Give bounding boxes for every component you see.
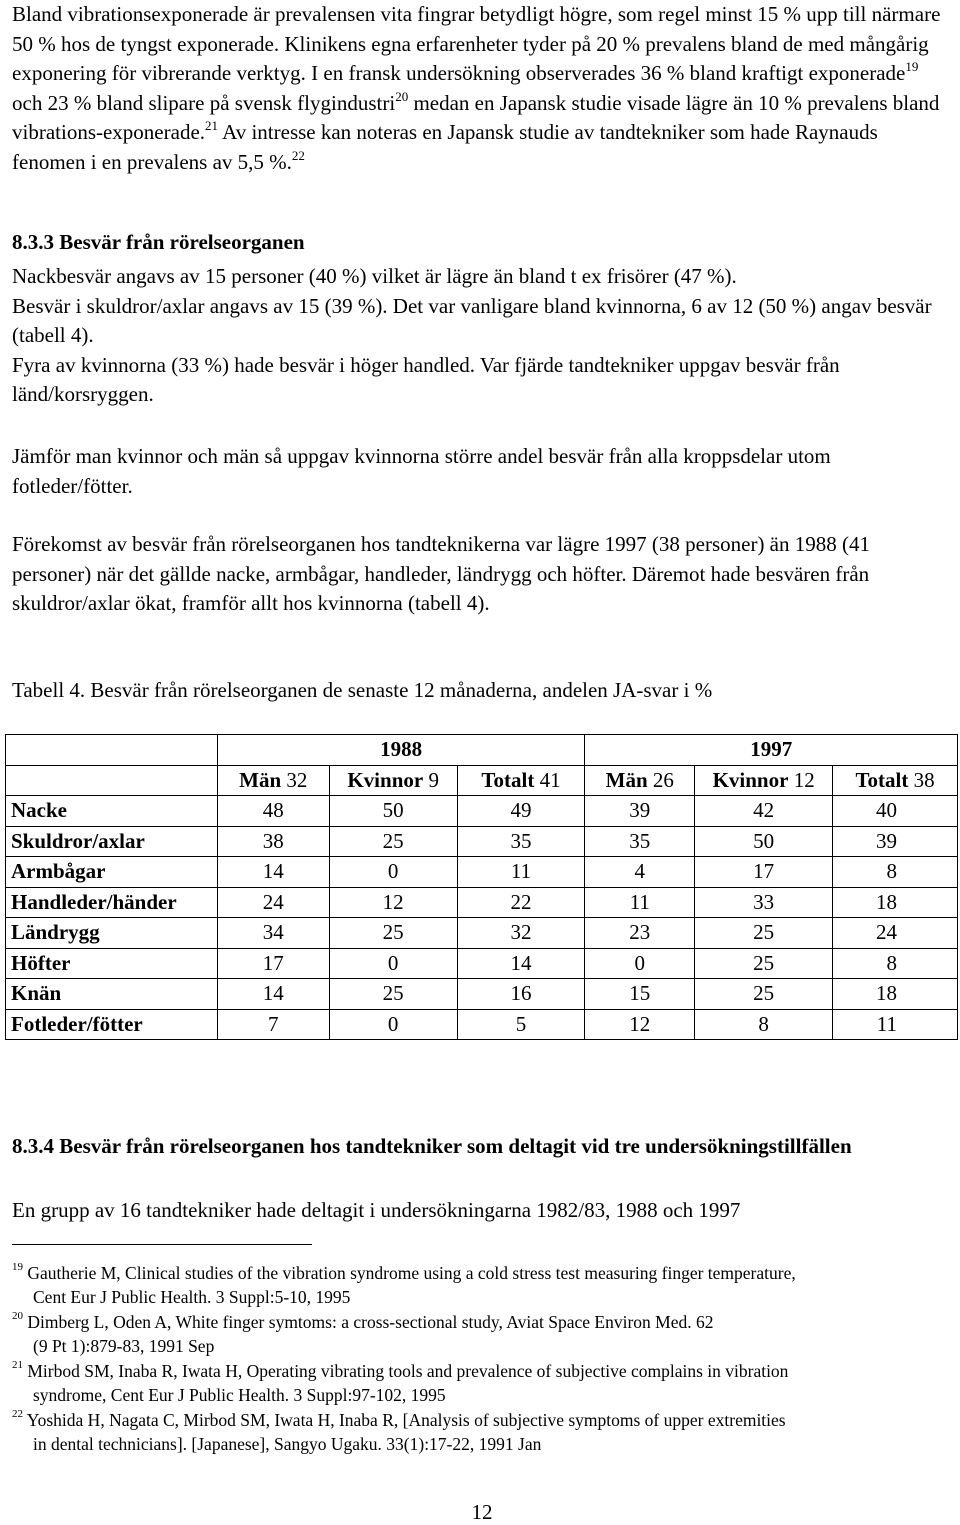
- table-cell: 8: [833, 948, 958, 979]
- row-label: Handleder/händer: [6, 887, 218, 918]
- table-cell: 18: [833, 887, 958, 918]
- table-cell: 50: [695, 826, 833, 857]
- table-cell: 0: [329, 857, 457, 888]
- footnote-number: 21: [12, 1359, 23, 1371]
- table-cell: 8: [833, 857, 958, 888]
- table-cell: 18: [833, 979, 958, 1010]
- section-heading-8-3-3: 8.3.3 Besvär från rörelseorganen: [12, 230, 305, 254]
- footnote-text: Mirbod SM, Inaba R, Iwata H, Operating vibrating tools and prevalence of subjective complains in vibration: [27, 1360, 789, 1381]
- table-cell: 42: [695, 796, 833, 827]
- table-cell: 35: [585, 826, 695, 857]
- table-cell: 24: [833, 918, 958, 949]
- table-cell: 7: [217, 1009, 329, 1040]
- table-cell: 23: [585, 918, 695, 949]
- table-cell: 50: [329, 796, 457, 827]
- table-cell: 22: [457, 887, 585, 918]
- table-cell: 48: [217, 796, 329, 827]
- para1-text-2: och 23 % bland slipare på svensk flygindustri: [12, 90, 396, 115]
- table-row: [6, 1009, 958, 1040]
- table-cell: 17: [217, 948, 329, 979]
- section-heading-8-3-4: 8.3.4 Besvär från rörelseorganen hos tandtekniker som deltagit vid tre undersökningstillfällen: [12, 1134, 852, 1158]
- page-number: 12: [471, 1500, 493, 1524]
- table-caption: Tabell 4. Besvär från rörelseorganen de senaste 12 månaderna, andelen JA-svar i %: [12, 678, 713, 702]
- footnote-text-continued: syndrome, Cent Eur J Public Health. 3 Suppl:97-102, 1995: [33, 1385, 446, 1406]
- table-cell: 33: [695, 887, 833, 918]
- paragraph-line-shoulders: Besvär i skuldror/axlar angavs av 15 (39 %). Det var vanligare bland kvinnorna, 6 av 12 (50 %) angav besvär (tabell 4).: [12, 293, 932, 347]
- footnote-text: Gautherie M, Clinical studies of the vibration syndrome using a cold stress test measuring finger temperature,: [27, 1262, 796, 1283]
- table-cell: 5: [457, 1009, 585, 1040]
- sub-header-label: Totalt: [481, 767, 535, 792]
- row-label: Knän: [6, 979, 218, 1010]
- table-cell: 17: [695, 857, 833, 888]
- table-cell: 25: [695, 979, 833, 1010]
- paragraph-line-wrist: Fyra av kvinnorna (33 %) hade besvär i höger handled. Var fjärde tandtekniker uppgav besvär från länd/korsryggen.: [12, 352, 840, 406]
- table-cell: 39: [585, 796, 695, 827]
- para1-text-4: Av intresse kan noteras en Japansk studie av tandtekniker som hade Raynauds fenomen i en prevalens av 5,5 %.: [12, 120, 878, 174]
- row-label: Höfter: [6, 948, 218, 979]
- footnote-19: [12, 1257, 952, 1310]
- sub-header-label: Kvinnor: [347, 767, 424, 792]
- sub-header-kvinnor-1988: [329, 765, 457, 796]
- table-cell: 25: [695, 948, 833, 979]
- footnote-text-continued: Cent Eur J Public Health. 3 Suppl:5-10, 1995: [33, 1287, 351, 1308]
- table-cell: 35: [457, 826, 585, 857]
- sub-header-label: Totalt: [855, 767, 909, 792]
- group-header-1997: 1997: [585, 735, 958, 766]
- footnote-divider: [12, 1244, 312, 1245]
- table-cell: 14: [217, 857, 329, 888]
- table-cell: 39: [833, 826, 958, 857]
- table-cell: 32: [457, 918, 585, 949]
- sub-header-totalt-1988: [457, 765, 585, 796]
- row-label: Armbågar: [6, 857, 218, 888]
- sub-header-count: 9: [423, 767, 439, 792]
- table-cell: 8: [695, 1009, 833, 1040]
- table-cell: 34: [217, 918, 329, 949]
- table-row: [6, 857, 958, 888]
- table-cell: 49: [457, 796, 585, 827]
- complaints-table: [5, 734, 958, 1040]
- table-cell: 11: [833, 1009, 958, 1040]
- table-cell: 11: [457, 857, 585, 888]
- sub-header-label: Män: [605, 767, 648, 792]
- footnote-22: [12, 1404, 952, 1457]
- table-row: [6, 826, 958, 857]
- footnote-ref-21[interactable]: 21: [205, 118, 219, 133]
- table-cell: 0: [329, 948, 457, 979]
- sub-header-man-1988: [217, 765, 329, 796]
- table-cell: 24: [217, 887, 329, 918]
- footnote-20: [12, 1306, 952, 1359]
- table-row: [6, 979, 958, 1010]
- footnote-text: Yoshida H, Nagata C, Mirbod SM, Iwata H, Inaba R, [Analysis of subjective symptoms of upper extremities: [26, 1409, 786, 1430]
- table-group-header-row: [6, 735, 958, 766]
- table-cell: 0: [585, 948, 695, 979]
- table-cell: 25: [695, 918, 833, 949]
- para1-text-1: Bland vibrationsexponerade är prevalensen vita fingrar betydligt högre, som regel minst 15 % upp till närmare 50 % hos de tyngst exponerade. Klinikens egna erfarenheter tyder på 20 % prevalens bland de med mångårig exponering för vibrerande verktyg. I en fransk undersökning observerades 36 % bland kraftigt exponerade: [12, 2, 941, 85]
- footnote-text: Dimberg L, Oden A, White finger symtoms: a cross-sectional study, Aviat Space Environ Med. 62: [27, 1311, 714, 1332]
- table-cell: 12: [329, 887, 457, 918]
- footnote-ref-20[interactable]: 20: [395, 88, 409, 104]
- paragraph-line-neck: Nackbesvär angavs av 15 personer (40 %) vilket är lägre än bland t ex frisörer (47 %).: [12, 264, 737, 288]
- table-cell: 15: [585, 979, 695, 1010]
- table-cell: 40: [833, 796, 958, 827]
- sub-header-count: 38: [908, 767, 935, 792]
- para1-text-3: medan en Japansk studie visade lägre än 10 % prevalens bland vibrations-exponerade.: [12, 90, 940, 144]
- paragraph-gender-comparison: Jämför man kvinnor och män så uppgav kvinnorna större andel besvär från alla kroppsdelar utom fotleder/fötter.: [12, 444, 831, 498]
- table-row: [6, 918, 958, 949]
- group-header-1988: 1988: [217, 735, 585, 766]
- table-cell: 38: [217, 826, 329, 857]
- table-cell: 14: [217, 979, 329, 1010]
- table-cell: 11: [585, 887, 695, 918]
- table-cell: 25: [329, 918, 457, 949]
- table-row: [6, 796, 958, 827]
- sub-header-count: 26: [647, 767, 674, 792]
- sub-header-totalt-1997: [833, 765, 958, 796]
- table-row: [6, 887, 958, 918]
- row-label: Ländrygg: [6, 918, 218, 949]
- row-label: Skuldror/axlar: [6, 826, 218, 857]
- sub-header-kvinnor-1997: [695, 765, 833, 796]
- sub-header-label: Kvinnor: [712, 767, 789, 792]
- footnote-text-continued: (9 Pt 1):879-83, 1991 Sep: [33, 1336, 215, 1357]
- table-cell: 12: [585, 1009, 695, 1040]
- table-cell: 16: [457, 979, 585, 1010]
- row-label: Nacke: [6, 796, 218, 827]
- footnote-text-continued: in dental technicians]. [Japanese], Sangyo Ugaku. 33(1):17-22, 1991 Jan: [33, 1434, 542, 1455]
- table-row: [6, 948, 958, 979]
- footnote-21: [12, 1355, 952, 1408]
- table-cell: 14: [457, 948, 585, 979]
- paragraph-year-comparison: Förekomst av besvär från rörelseorganen hos tandteknikerna var lägre 1997 (38 personer) än 1988 (41 personer) när det gällde nacke, armbågar, handleder, ländrygg och höfter. Däremot hade besvären från skuldror/axlar ökat, framför allt hos kvinnorna (tabell 4).: [12, 532, 870, 615]
- table-corner-cell: [6, 735, 218, 766]
- sub-header-man-1997: [585, 765, 695, 796]
- footnote-ref-19[interactable]: 19: [905, 59, 919, 74]
- footnote-number: 20: [12, 1310, 23, 1322]
- sub-header-count: 32: [281, 767, 308, 792]
- table-cell: 0: [329, 1009, 457, 1040]
- row-label: Fotleder/fötter: [6, 1009, 218, 1040]
- footnote-ref-22[interactable]: 22: [291, 147, 305, 163]
- table-cell: 25: [329, 826, 457, 857]
- table-sub-header-row: [6, 765, 958, 796]
- paragraph-vibration-prevalence: [12, 0, 952, 177]
- table-cell: 4: [585, 857, 695, 888]
- footnote-number: 22: [12, 1408, 23, 1420]
- paragraph-musculoskeletal-findings: [12, 262, 952, 410]
- sub-header-label: Män: [239, 767, 282, 792]
- table-cell: 25: [329, 979, 457, 1010]
- table-corner-cell: [6, 765, 218, 796]
- sub-header-count: 41: [534, 767, 561, 792]
- paragraph-three-surveys: En grupp av 16 tandtekniker hade deltagit i undersökningarna 1982/83, 1988 och 1997: [12, 1198, 741, 1222]
- footnote-number: 19: [12, 1261, 23, 1273]
- sub-header-count: 12: [788, 767, 815, 792]
